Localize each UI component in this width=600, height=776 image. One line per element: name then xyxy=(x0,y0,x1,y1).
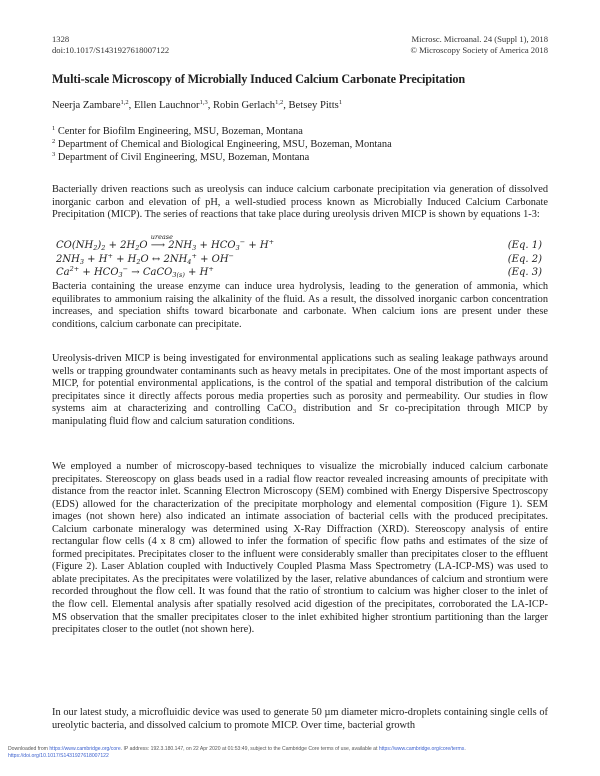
author-name: Betsey Pitts xyxy=(288,100,339,111)
affiliation-list xyxy=(52,125,392,164)
terms-link[interactable]: https://www.cambridge.org/core/terms xyxy=(378,746,465,752)
equation-3: $Ca^{2+} + HCO_3^-$ → CaCO$_{3(s)}$ + H+ (Eq. 3) xyxy=(56,265,542,279)
equation-2: $2NH_3 + H^+ + H_2O$ ↔ $2NH_4^+ + OH^-$ (Eq. 2) xyxy=(56,251,542,266)
urease-label: urease xyxy=(150,233,173,241)
author-name: Neerja Zambare xyxy=(52,100,121,111)
header-left xyxy=(52,34,169,55)
author-affiliation: 1 xyxy=(338,99,343,106)
paragraph-intro: Bacterially driven reactions such as ureolysis can induce calcium carbonate precipitation via generation of dissolved inorganic carbon and elevation of pH, a well-studied process known as Microbially Induced Calcium Carbonate Precipitation (MICP). The series of reactions that take place during ureolysis driven MICP is shown by equations 1-3: xyxy=(52,184,548,221)
paragraph-urease: Bacteria containing the urease enzyme can induce urea hydrolysis, leading to the generation of ammonia, which equilibrates to ammonium raising the alkalinity of the fluid. As a result, the dissolved inorganic carbon concentration increases, and speciation shifts toward bicarbonate and carbonate. When calcium ions are present under these conditions, calcium carbonate can precipitate. xyxy=(52,281,548,330)
journal-citation: Microsc. Microanal. 24 (Suppl 1), 2018 xyxy=(411,34,548,44)
equation-number: (Eq. 1) xyxy=(507,240,542,251)
equation-number: (Eq. 3) xyxy=(507,267,542,278)
author-name: Robin Gerlach xyxy=(212,100,276,111)
copyright: © Microscopy Society of America 2018 xyxy=(410,44,548,55)
reaction-arrow: urease ⟶ xyxy=(150,233,173,251)
equation-1: $CO(NH_2)_2 + 2H_2O$ urease ⟶ $2NH_3 + HCO_3^- + H^+$ (Eq. 1) xyxy=(56,233,542,252)
affiliation: $^1$ Center for Biofilm Engineering, MSU, Bozeman, Montana xyxy=(52,125,303,137)
author-affiliation: 1,2 xyxy=(120,99,129,106)
paper-title: Multi-scale Microscopy of Microbially Induced Calcium Carbonate Precipitation xyxy=(52,72,466,86)
cambridge-core-link[interactable]: https://www.cambridge.org/core xyxy=(49,746,121,752)
footer-line-1: Downloaded from https://www.cambridge.org/core. IP address: 192.3.180.147, on 22 Apr 2020 at 01:53:49, subject to the Cambridge Core terms of use, available at https://www.cambridge.org/core/terms. xyxy=(8,746,466,752)
author-affiliation: 1,3 xyxy=(199,99,208,106)
affiliation: $^2$ Department of Chemical and Biological Engineering, MSU, Bozeman, Montana xyxy=(52,138,392,150)
paragraph-applications: Ureolysis-driven MICP is being investigated for environmental applications such as sealing leakage pathways around wells or trapping groundwater contaminants such as heavy metals in precipitates. One of the most important aspects of MICP, for potential environmental applications, is the control of the spatial and temporal distribution of the calcium precipitates since it directly affects porous media properties such as porosity and permeability. Our studies in flow systems aim at characterizing and controlling CaCO$_3$ distribution and Sr co-precipitation through MICP by manipulating fluid flow and calcium saturation conditions. xyxy=(52,353,548,427)
author-name: Ellen Lauchnor xyxy=(133,100,200,111)
header-right xyxy=(410,34,548,55)
author-list: Neerja Zambare$^{1,2}$, Ellen Lauchnor$^{1,3}$, Robin Gerlach$^{1,2}$, Betsey Pitts$^1$ xyxy=(52,99,343,111)
paragraph-microfluidic: In our latest study, a microfluidic device was used to generate 50 µm diameter micro-droplets containing single cells of ureolytic bacteria, and dissolved calcium to promote MICP. Over time, bacterial growth xyxy=(52,707,548,731)
download-footer xyxy=(8,746,598,760)
equation-number: (Eq. 2) xyxy=(507,253,542,265)
equation-block xyxy=(52,233,548,281)
page-number: 1328 xyxy=(52,34,70,44)
affiliation: $^3$ Department of Civil Engineering, MSU, Bozeman, Montana xyxy=(52,151,310,163)
doi-link[interactable]: https://doi.org/10.1017/S1431927618007122 xyxy=(8,752,109,759)
author-affiliation: 1,2 xyxy=(275,99,284,106)
doi: doi:10.1017/S1431927618007122 xyxy=(52,44,170,55)
paragraph-methods: We employed a number of microscopy-based techniques to visualize the microbially induced calcium carbonate precipitates. Stereoscopy on glass beads used in a radial flow reactor revealed increasing amounts of precipitate with distance from the reactor inlet. Scanning Electron Microscopy (SEM) combined with Energy Dispersive Spectroscopy (EDS) allowed for the characterization of the precipitate morphology and elemental composition (Figure 1). SEM images (not shown here) also indicated an intimate association of bacterial cells with the produced precipitates. Calcium carbonate mineralogy was determined using X-Ray Diffraction (XRD). Stereoscopy analysis of entire rectangular flow cells (4 x 8 cm) allowed to infer the formation of specific flow paths and estimates of the size of formed precipitates. Precipitates closer to the influent were considerably smaller than precipitates closer to the effluent (Figure 2). Laser Ablation coupled with Inductively Coupled Plasma Mass Spectrometry (LA-ICP-MS) was used to ablate precipitates. As the precipitates were volatilized by the laser, relative abundances of calcium and strontium were recorded throughout the flow cell. It was found that the ratio of strontium to calcium was higher closer to the inlet of the flow cell. Elemental analysis after spatially resolved acid digestion of the precipitates, corroborated the LA-ICP-MS observation that the smaller precipitates closer to the inlet exhibited higher strontium partitioning than the larger precipitates closer to the outlet (not shown here). xyxy=(52,461,548,636)
footer-line-2 xyxy=(8,753,598,760)
